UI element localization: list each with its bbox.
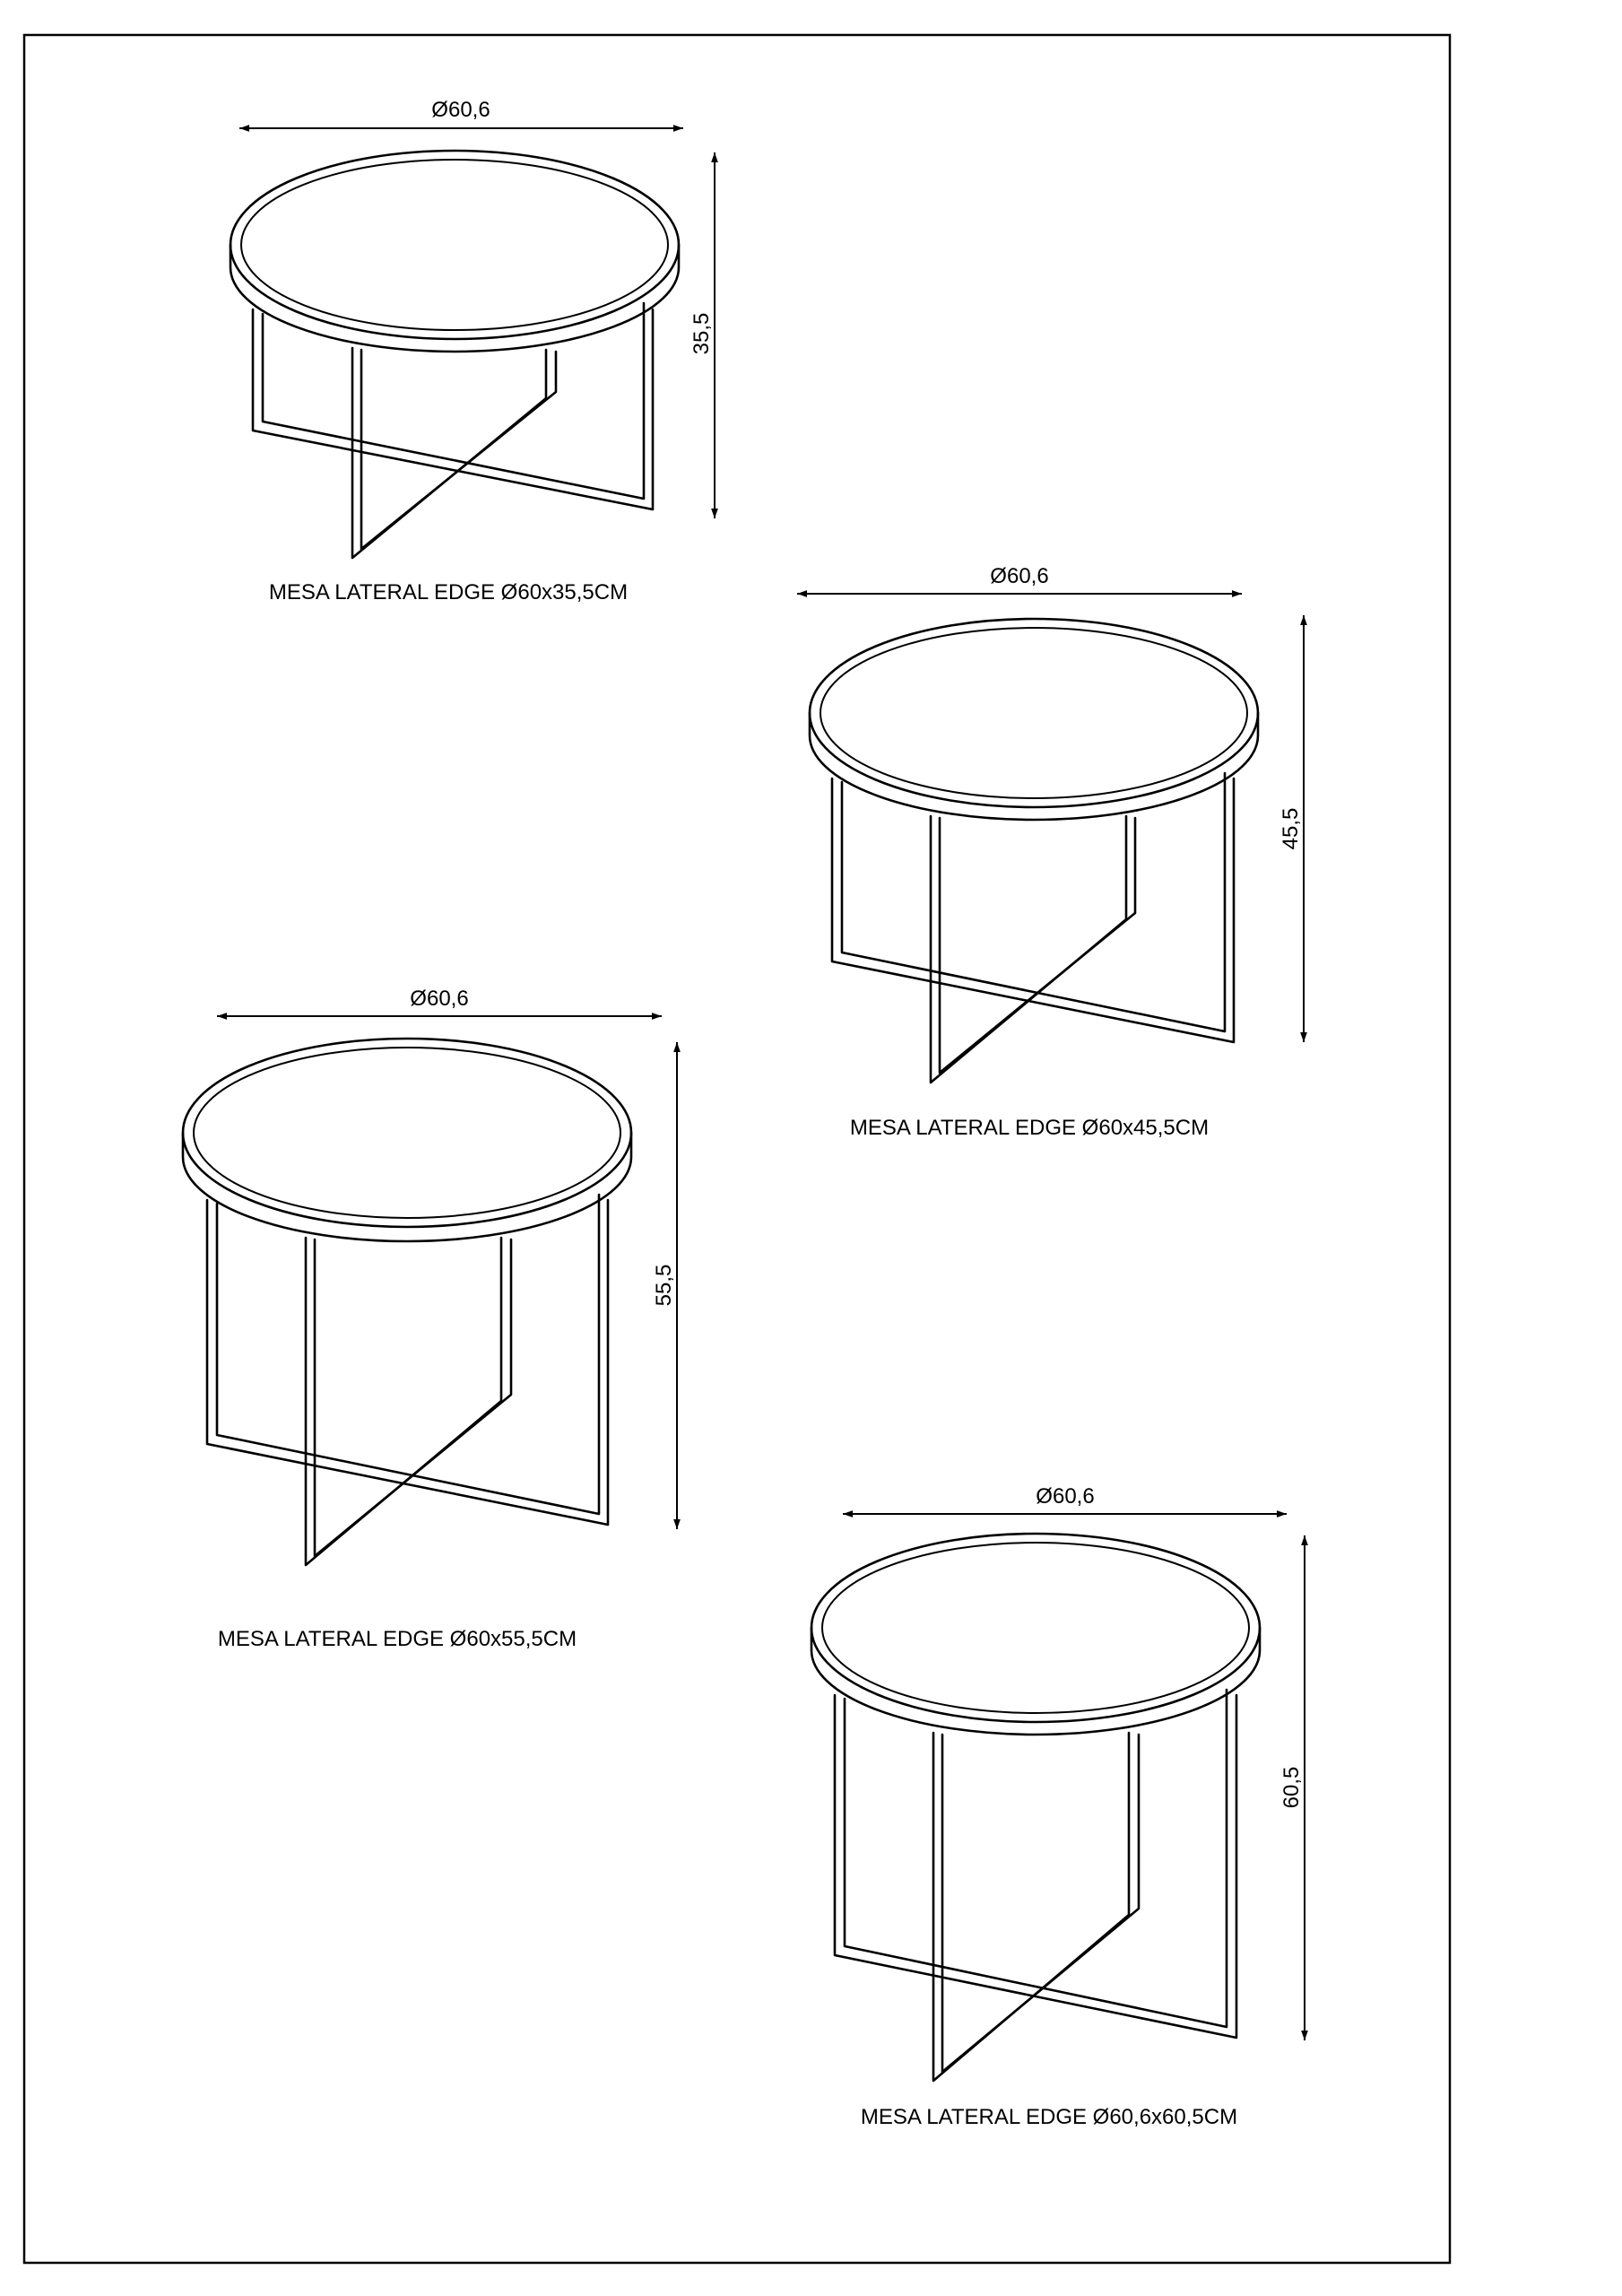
- diameter-label: Ø60,6: [1036, 1484, 1095, 1509]
- table-caption: MESA LATERAL EDGE Ø60,6x60,5CM: [860, 2105, 1238, 2129]
- metal-frame: [253, 303, 653, 558]
- table-drawing-4: [811, 1484, 1305, 2129]
- table-drawing-1: [230, 98, 715, 604]
- metal-frame: [835, 1690, 1236, 2081]
- tray-top: [183, 1039, 631, 1241]
- height-label: 35,5: [690, 312, 714, 355]
- table-drawing-3: [183, 987, 677, 1651]
- tray-top: [811, 1534, 1260, 1735]
- tray-top: [230, 151, 679, 352]
- height-label: 55,5: [652, 1264, 676, 1307]
- table-caption: MESA LATERAL EDGE Ø60x55,5CM: [217, 1627, 577, 1651]
- metal-frame: [207, 1195, 608, 1565]
- height-label: 60,5: [1279, 1766, 1304, 1809]
- diameter-label: Ø60,6: [990, 564, 1049, 588]
- table-caption: MESA LATERAL EDGE Ø60x45,5CM: [849, 1116, 1210, 1140]
- height-label: 45,5: [1279, 807, 1303, 850]
- table-drawing-2: [797, 564, 1304, 1140]
- table-caption: MESA LATERAL EDGE Ø60x35,5CM: [268, 580, 629, 604]
- tray-top: [810, 619, 1258, 820]
- diameter-label: Ø60,6: [410, 987, 469, 1011]
- diameter-label: Ø60,6: [431, 98, 490, 122]
